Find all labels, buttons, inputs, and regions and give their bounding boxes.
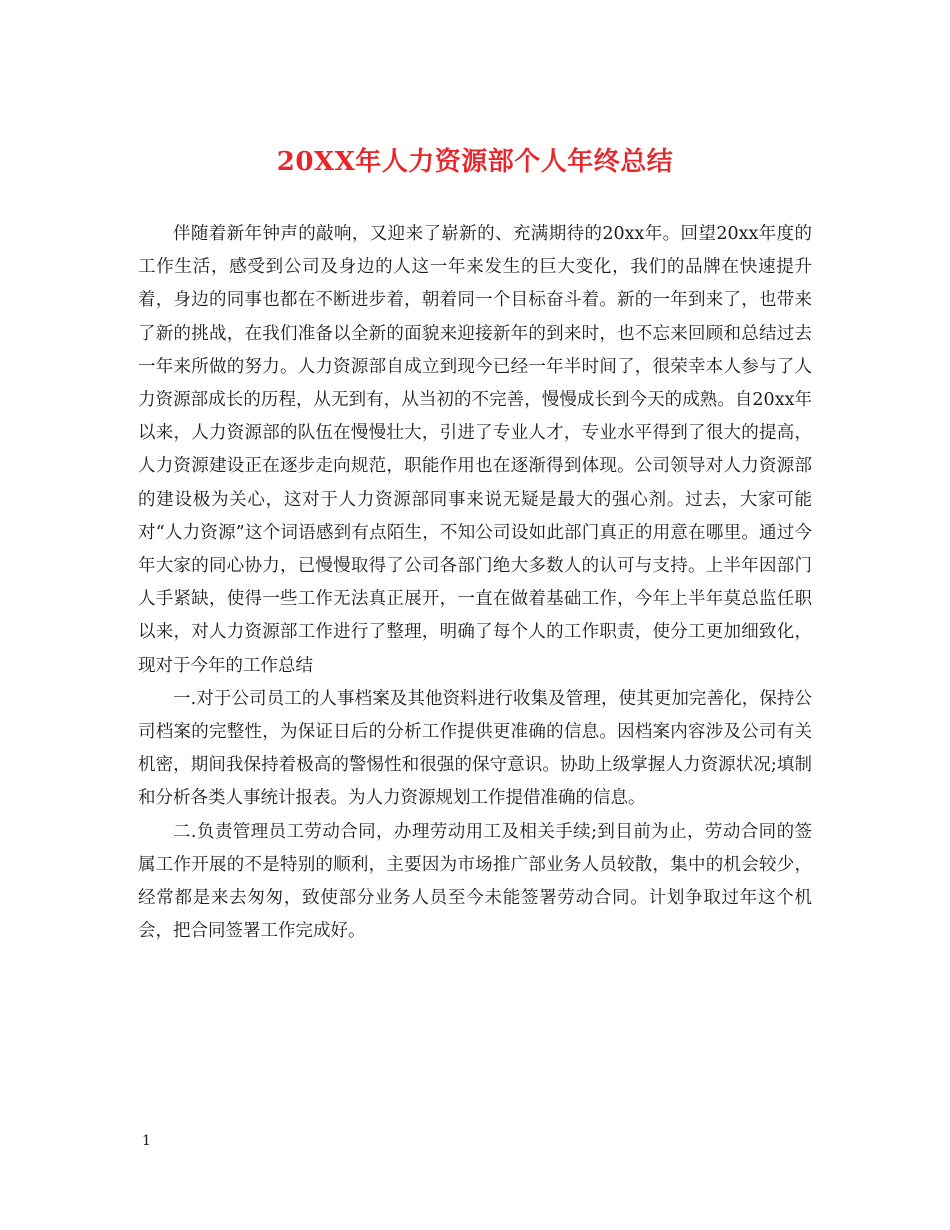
body-paragraph-archives: 一.对于公司员工的人事档案及其他资料进行收集及管理，使其更加完善化，保持公司档案的完整性，为保证日后的分析工作提供更准确的信息。因档案内容涉及公司有关机密，期间我保持着极高的警惕性和很强的保守意识。协助上级掌握人力资源状况;填制和分析各类人事统计报表。为人力资源规划工作提借准确的信息。	[138, 688, 812, 809]
document-body	[138, 218, 812, 948]
body-paragraph-contracts: 二.负责管理员工劳动合同，办理劳动用工及相关手续;到目前为止，劳动合同的签属工作开展的不是特别的顺利，主要因为市场推广部业务人员较散，集中的机会较少，经常都是来去匆匆，致使部分业务人员至今未能签署劳动合同。计划争取过年这个机会，把合同签署工作完成好。	[138, 821, 812, 942]
page-number: 1	[142, 1133, 151, 1149]
document-title: 20XX年人力资源部个人年终总结	[276, 147, 674, 177]
body-paragraph-intro: 伴随着新年钟声的敲响，又迎来了崭新的、充满期待的20xx年。回望20xx年度的工作生活，感受到公司及身边的人这一年来发生的巨大变化，我们的品牌在快速提升着，身边的同事也都在不断进步着，朝着同一个目标奋斗着。新的一年到来了，也带来了新的挑战，在我们准备以全新的面貌来迎接新年的到来时，也不忘来回顾和总结过去一年来所做的努力。人力资源部自成立到现今已经一年半时间了，很荣幸本人参与了人力资源部成长的历程，从无到有，从当初的不完善，慢慢成长到今天的成熟。自20xx年以来，人力资源部的队伍在慢慢壮大，引进了专业人才，专业水平得到了很大的提高，人力资源建设正在逐步走向规范，职能作用也在逐渐得到体现。公司领导对人力资源部的建设极为关心，这对于人力资源部同事来说无疑是最大的强心剂。过去，大家可能对“人力资源”这个词语感到有点陌生，不知公司设如此部门真正的用意在哪里。通过今年大家的同心协力，已慢慢取得了公司各部门绝大多数人的认可与支持。上半年因部门人手紧缺，使得一些工作无法真正展开，一直在做着基础工作，今年上半年莫总监任职以来，对人力资源部工作进行了整理，明确了每个人的工作职责，使分工更加细致化，现对于今年的工作总结	[138, 224, 812, 676]
